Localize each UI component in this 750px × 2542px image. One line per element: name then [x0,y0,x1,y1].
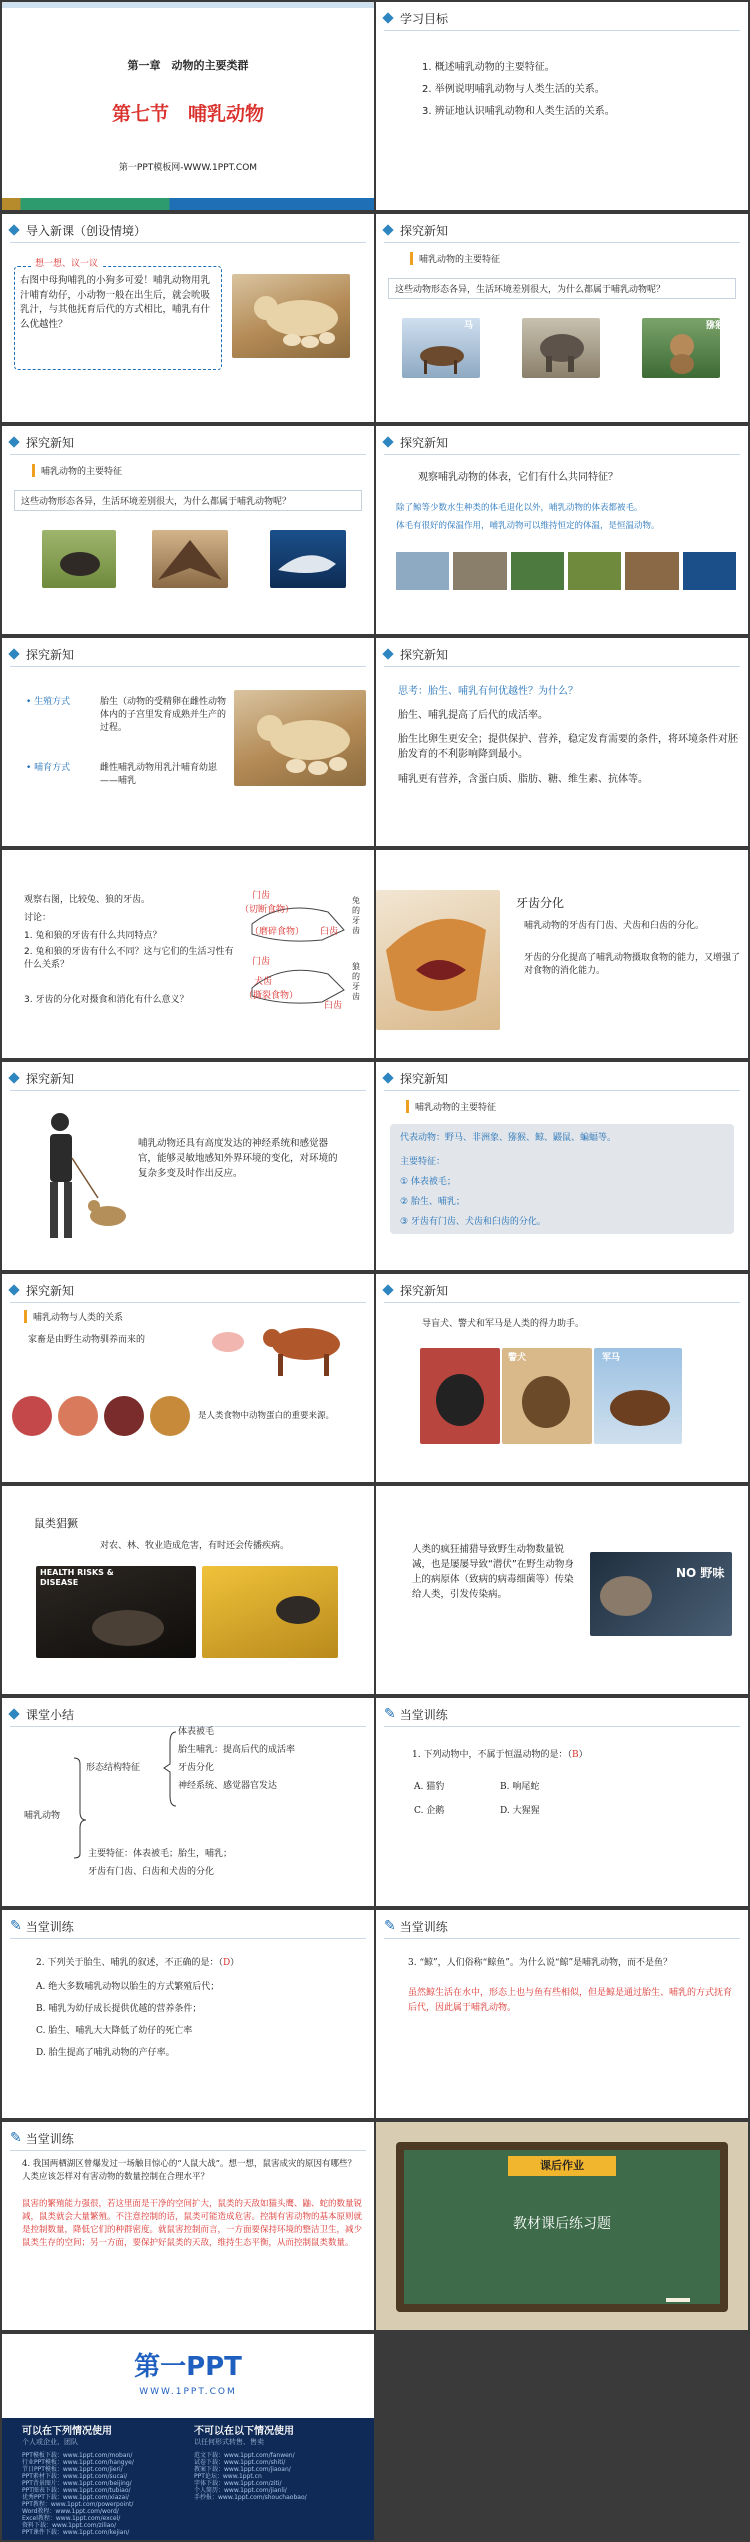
option-a[interactable]: A. 猫豹 [414,1782,445,1792]
monkey-label: 猕猴 [706,321,725,331]
morph-item-1: 体表被毛 [178,1727,215,1737]
pencil-icon: ✎ [10,2130,22,2146]
slide-features-1 [376,214,748,422]
wildlife-text: 人类的疯狂捕猎导致野生动物数量锐减，也是屡屡导致“潜伏”在野生动物身上的病原体（致病的病毒细菌等）传染给人类，引发传染病。 [412,1544,574,1600]
slide-intro [2,214,374,422]
rabbit-teeth-label: 兔的牙齿 [352,896,360,935]
section-tag: 哺乳动物的主要特征 [406,1100,502,1113]
main-feature-line-2: 牙齿有门齿、臼齿和犬齿的分化 [88,1867,215,1877]
discussion-q3: 3. 牙齿的分化对摄食和消化有什么意义？ [24,995,189,1005]
forbidden-sub: 以任何形式转售、售卖 [194,2438,264,2446]
slide-header: 探究新知 [26,1071,75,1086]
link-list-1 [22,2452,182,2536]
incisor-label: 门齿 [252,891,271,901]
option-b[interactable]: B. 响尾蛇 [500,1782,540,1792]
question-box: 这些动物形态各异，生活环境差别很大，为什么都属于哺乳动物呢？ [14,490,362,511]
whale-photo [270,530,346,588]
slide-reproduction [2,638,374,846]
think-bubble: 想一想、议一议 [32,258,101,271]
slide-header: 探究新知 [26,647,75,662]
reproduction-text: 胎生（动物的受精卵在雌性动物体内的子宫里发育成熟并生产的过程。 [100,697,227,733]
guide-dog-photo [420,1348,500,1444]
police-dog-caption: 警犬 [508,1353,527,1363]
forbidden-heading: 不可以在以下情况使用 [194,2426,294,2437]
link-row[interactable]: 个人简历：www.1ppt.com/jianli/ [194,2487,287,2494]
slide-teeth-diff [376,850,748,1058]
section-tag: 哺乳动物的主要特征 [410,252,506,265]
feature-2: ② 胎生、哺乳； [400,1197,465,1207]
link-row[interactable]: 资料下载：www.1ppt.com/ziliao/ [22,2522,117,2529]
corn-photo [202,1566,338,1658]
slide-livestock [2,1274,374,1482]
sausage-photo [58,1396,98,1436]
tiger-photo [376,890,500,1030]
rats-text: 对农、林、牧业造成危害，有时还会传播疾病。 [100,1541,290,1551]
allowed-heading: 可以在下列情况使用 [22,2426,112,2437]
cow-photo [260,1314,356,1384]
question-text: 2. 下列关于胎生、哺乳的叙述，不正确的是：（ [36,1958,223,1968]
slide-quiz-4 [2,2122,374,2330]
slide-header: 探究新知 [400,435,449,450]
slide-header: 当堂训练 [399,1707,448,1722]
link-row[interactable]: PPT背景图片：www.1ppt.com/beijing/ [22,2480,132,2487]
rats-title: 鼠类猖獗 [34,1517,78,1530]
slide-header: 课堂小结 [26,1707,75,1722]
slide-quiz-3 [376,1910,748,2118]
pencil-icon: ✎ [384,1918,396,1934]
link-list-2 [194,2452,364,2501]
grind-label: （磨碎食物） [250,927,305,937]
thumb-photo [683,552,736,590]
allowed-sub: 个人或企业、团队 [22,2438,78,2446]
slide-header: 当堂训练 [25,1919,74,1934]
slide-homework [376,2122,748,2330]
horse-label: 马 [464,321,474,331]
advantage-2: 胎生比卵生更安全；提供保护、营养，稳定发育需要的条件，将环境条件对胚胎发育的不利影响降到最小。 [398,734,738,760]
slide-goals [376,2,748,210]
molar-label: 臼齿 [320,927,339,937]
meat-photo [12,1396,52,1436]
dog-puppies-photo [234,690,366,786]
option-b[interactable]: B. 哺乳为幼仔成长提供优越的营养条件； [36,2004,202,2014]
slide-header: 当堂训练 [399,1919,448,1934]
protein-source: 是人类食物中动物蛋白的重要来源。 [198,1411,335,1421]
link-row[interactable]: PPT模板下载：www.1ppt.com/moban/ [22,2452,133,2459]
footer-band [2,198,374,210]
nervous-text: 哺乳动物还具有高度发达的神经系统和感觉器官，能够灵敏地感知外界环境的变化，对环境的复杂多变及时作出反应。 [138,1138,338,1179]
discussion-q2: 2. 兔和狼的牙齿有什么不同？这与它们的生活习性有什么关系？ [24,947,234,970]
option-c[interactable]: C. 企鹅 [414,1806,445,1816]
thumb-photo [568,552,621,590]
discussion-q1: 1. 兔和狼的牙齿有什么共同特点？ [24,931,162,941]
tear-label: （撕裂食物） [244,991,299,1001]
slide-quiz-1 [376,1698,748,1906]
health-risks-text: HEALTH RISKS & DISEASE [40,1568,114,1587]
site-caption: 第一PPT模板网-WWW.1PPT.COM [118,163,258,173]
answer-letter: D [222,1958,231,1968]
slide-header: 导入新课（创设情境） [26,223,147,238]
teeth-title: 牙齿分化 [516,896,565,910]
summary-root: 哺乳动物 [24,1811,61,1821]
rat-war-answer: 鼠害的繁殖能力强很，若这里面是干净的空间扩大，鼠类的天敌如猫头鹰、鼬、蛇的数量锐减，鼠类就会大量繁殖。不注意控制的话，鼠类可能造成危害。控制有害动物的基本原则就是控制数量，降低它们的种群密度。就鼠害控制而言，一方面要保持环境的整洁卫生，减少鼠类生存的空间；另一方面，要保护好鼠类的天敌，维持生态平衡，从而控制鼠类数量。 [22,2199,363,2248]
chapter-title: 第一章 动物的主要类群 [127,59,249,72]
link-row[interactable]: PPT论坛：www.1ppt.cn [194,2473,262,2480]
thumb-photo [453,552,506,590]
morph-item-4: 神经系统、感觉器官发达 [178,1781,278,1791]
slide-title [2,2,374,210]
link-row[interactable]: PPT图表下载：www.1ppt.com/tubiao/ [22,2487,131,2494]
whale-answer: 虽然鲸生活在水中，形态上也与鱼有些相似，但是鲸是通过胎生、哺乳的方式抚育后代，因此属于哺乳动物。 [408,1988,733,2013]
option-a[interactable]: A. 绝大多数哺乳动物以胎生的方式繁殖后代； [36,1982,220,1992]
advantage-1: 胎生、哺乳提高了后代的成活率。 [398,710,548,721]
logo-url: WWW.1PPT.COM [139,2387,237,2397]
slide-helper-animals [376,1274,748,1482]
burger-photo [150,1396,190,1436]
link-row[interactable]: PPT课件下载：www.1ppt.com/kejian/ [22,2529,130,2536]
section-tag: 哺乳动物与人类的关系 [24,1310,129,1323]
slide-header: 探究新知 [400,223,449,238]
livestock-origin: 家畜是由野生动物驯养而来的 [28,1335,146,1345]
chalk-icon [666,2298,690,2302]
rat-war-question: 4. 我国两栖湖区曾爆发过一场触目惊心的“人鼠大战”。想一想，鼠害成灾的原因有哪些？人类应该怎样对有害动物的数量控制在合理水平？ [22,2159,357,2182]
quiz-question [412,1748,588,1763]
homework-text: 教材课后练习题 [513,2216,611,2232]
hair-fact-1: 除了鲸等少数水生种类的体毛退化以外，哺乳动物的体表都被毛。 [396,503,643,513]
teeth-point-2: 牙齿的分化提高了哺乳动物摄取食物的能力，又增强了对食物的消化能力。 [524,953,741,976]
goal-1: 1. 概述哺乳动物的主要特征。 [422,62,555,73]
canine-label: 犬齿 [254,977,273,987]
link-row[interactable]: Excel教程：www.1ppt.com/excel/ [22,2515,121,2522]
slide-features-summary [376,1062,748,1270]
thumb-photo [625,552,678,590]
link-row[interactable]: 教案下载：www.1ppt.com/jiaoan/ [194,2466,291,2473]
whale-question: 3. “鲸”，人们俗称“鲸鱼”。为什么说“鲸”是哺乳动物，而不是鱼？ [408,1958,673,1968]
wolf-teeth-label: 狼的牙齿 [352,962,360,1001]
slide-advantages [376,638,748,846]
link-row[interactable]: 行业PPT模板：www.1ppt.com/hangye/ [22,2459,134,2466]
food-circles [12,1396,190,1436]
slide-header: 探究新知 [26,1283,75,1298]
link-row[interactable]: PPT教程：www.1ppt.com/powerpoint/ [22,2501,134,2508]
steak-photo [104,1396,144,1436]
morph-item-3: 牙齿分化 [178,1763,215,1773]
mole-photo [42,530,116,588]
intro-text: 右图中母狗哺乳的小狗多可爱！哺乳动物用乳汁哺育幼仔，小动物一般在出生后，就会吮吸乳汁，与其他抚育后代的方式相比，哺乳有什么优越性？ [20,275,211,330]
slide-header: 学习目标 [400,11,449,26]
homework-tab: 课后作业 [508,2156,616,2176]
incisor-label-2: 门齿 [252,957,271,967]
section-tag: 哺乳动物的主要特征 [32,464,128,477]
slide-features-2 [2,426,374,634]
question-box: 这些动物形态各异，生活环境差别很大，为什么都属于哺乳动物呢？ [388,278,736,299]
molar-label-2: 臼齿 [324,1001,343,1011]
slide-rats [2,1486,374,1694]
option-d[interactable]: D. 大猩猩 [500,1806,540,1816]
link-row[interactable]: 字体下载：www.1ppt.com/ziti/ [194,2480,282,2487]
main-features-label: 主要特征： [400,1157,446,1167]
lesson-title: 第七节 哺乳动物 [111,103,264,125]
feature-3: ③ 牙齿有门齿、犬齿和臼齿的分化。 [400,1217,546,1227]
hair-fact-2: 体毛有很好的保温作用，哺乳动物可以维持恒定的体温，是恒温动物。 [396,521,660,531]
animal-photo-strip [396,552,736,590]
reproduction-label: • 生殖方式 [26,697,71,707]
slide-body-hair [376,426,748,634]
helper-text: 导盲犬、警犬和军马是人类的得力助手。 [422,1319,585,1329]
slide-wildlife [376,1486,748,1694]
observe-question: 观察哺乳动物的体表，它们有什么共同特征？ [418,472,618,483]
goal-3: 3. 辨证地认识哺乳动物和人类生活的关系。 [422,106,615,117]
person-dog-illustration [28,1108,128,1258]
slide-header: 探究新知 [400,1283,449,1298]
bat-photo [152,530,228,588]
link-row[interactable]: Word教程：www.1ppt.com/word/ [22,2508,119,2515]
slide-class-summary [2,1698,374,1906]
logo-text: 第一PPT [134,2352,242,2382]
goal-2: 2. 举例说明哺乳动物与人类生活的关系。 [422,84,605,95]
no-wild-game-photo [590,1552,732,1636]
no-wild-game-sign: NO 野味 [676,1566,725,1580]
link-row[interactable]: 节日PPT模板：www.1ppt.com/jieri/ [22,2466,123,2473]
advantage-3: 哺乳更有营养，含蛋白质、脂肪、糖、维生素、抗体等。 [398,774,648,785]
main-feature-line-1: 主要特征：体表被毛；胎生，哺乳； [88,1849,233,1859]
question-end: ） [578,1750,588,1760]
morphology-branch: 形态结构特征 [86,1763,141,1773]
teeth-point-1: 哺乳动物的牙齿有门齿、犬齿和臼齿的分化。 [524,921,705,931]
war-horse-caption: 军马 [602,1353,621,1363]
morph-item-2: 胎生哺乳：提高后代的成活率 [178,1745,296,1755]
representative-animals: 代表动物：野马、非洲象、猕猴、鲸、鼹鼠、蝙蝠等。 [400,1133,617,1143]
slide-teeth-compare [2,850,374,1058]
answer-letter: B [571,1750,579,1760]
nursing-text: 雌性哺乳动物用乳汁哺育幼崽——哺乳 [100,763,218,786]
discussion-label: 讨论： [24,913,52,923]
pig-icon [208,1326,248,1356]
dog-nursing-photo [232,274,350,358]
option-d[interactable]: D. 胎生提高了哺乳动物的产仔率。 [36,2048,175,2058]
question-text: 1. 下列动物中，不属于恒温动物的是：（ [412,1750,572,1760]
pencil-icon: ✎ [384,1706,396,1722]
slide-header: 探究新知 [400,1071,449,1086]
think-question: 思考：胎生、哺乳有何优越性？为什么？ [398,686,578,697]
slide-quiz-2 [2,1910,374,2118]
nursing-label: • 哺育方式 [26,763,71,773]
slide-nervous-system [2,1062,374,1270]
slide-header: 探究新知 [26,435,75,450]
pencil-icon: ✎ [10,1918,22,1934]
slide-header: 当堂训练 [25,2131,74,2146]
thumb-photo [511,552,564,590]
link-row[interactable]: 优秀PPT下载：www.1ppt.com/xiazai/ [22,2494,129,2501]
feature-1: ① 体表被毛； [400,1177,456,1187]
quiz-question [36,1956,239,1971]
link-row[interactable]: PPT素材下载：www.1ppt.com/sucai/ [22,2473,128,2480]
slide-header: 探究新知 [400,647,449,662]
slide-credits [2,2334,374,2540]
question-end: ） [230,1958,240,1968]
link-row[interactable]: 手抄报：www.1ppt.com/shouchaobao/ [194,2494,307,2501]
elephant-photo [522,318,600,378]
teeth-intro: 观察右图，比较兔、狼的牙齿。 [24,895,151,905]
thumb-photo [396,552,449,590]
link-row[interactable]: 试卷下载：www.1ppt.com/shiti/ [194,2459,286,2466]
option-c[interactable]: C. 胎生、哺乳大大降低了幼仔的死亡率 [36,2026,193,2036]
cut-label: （切断食物） [240,905,295,915]
link-row[interactable]: 范文下载：www.1ppt.com/fanwen/ [194,2452,295,2459]
